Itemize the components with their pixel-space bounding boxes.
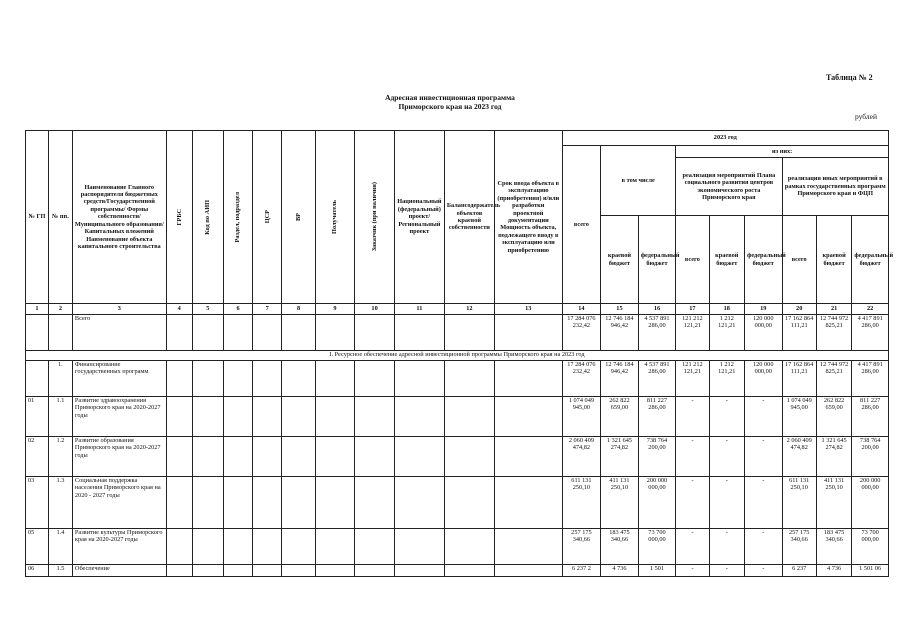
col-number: 12 xyxy=(444,304,494,315)
col-poluchatel xyxy=(315,131,355,304)
cell-v16: 200 000 000,00 xyxy=(638,477,676,529)
col-number: 4 xyxy=(166,304,192,315)
cell-empty xyxy=(224,437,253,477)
cell-empty xyxy=(253,361,282,397)
cell-v18: - xyxy=(709,477,744,529)
cell-pp-no: 1.5 xyxy=(48,565,72,577)
col-number: 18 xyxy=(709,304,744,315)
cell-empty xyxy=(315,361,355,397)
cell-v18: - xyxy=(709,529,744,565)
cell-empty xyxy=(394,565,444,577)
cell-v16: 4 537 891 286,00 xyxy=(638,361,676,397)
cell-empty xyxy=(253,315,282,351)
cell-v17: - xyxy=(676,437,709,477)
cell-empty xyxy=(494,315,562,351)
cell-v20: 611 131 250,10 xyxy=(782,477,816,529)
cell-empty xyxy=(394,529,444,565)
cell-empty xyxy=(282,477,315,529)
cell-v14: 17 284 076 232,42 xyxy=(562,361,601,397)
col-zakazchik xyxy=(355,131,395,304)
cell-empty xyxy=(444,529,494,565)
cell-empty xyxy=(315,529,355,565)
col-16-federalny: федеральный бюджет xyxy=(638,216,676,304)
cell-empty xyxy=(444,565,494,577)
cell-v16: 73 700 000,00 xyxy=(638,529,676,565)
table-row xyxy=(26,361,889,397)
table-row xyxy=(26,529,889,565)
col-number: 2 xyxy=(48,304,72,315)
cell-v19: 120 000 000,00 xyxy=(744,315,782,351)
cell-v21: 4 736 xyxy=(816,565,851,577)
cell-empty xyxy=(224,565,253,577)
cell-v20: 6 237 xyxy=(782,565,816,577)
cell-v15: 1 321 645 274,82 xyxy=(601,437,639,477)
cell-name: Социальная поддержка населения Приморского края на 2020 - 2027 годы xyxy=(72,477,166,529)
cell-empty xyxy=(444,437,494,477)
cell-empty xyxy=(166,315,192,351)
cell-empty xyxy=(315,437,355,477)
col-19-federalny: федеральный бюджет xyxy=(744,216,782,304)
column-number-row xyxy=(26,304,889,315)
col-number: 15 xyxy=(601,304,639,315)
cell-empty xyxy=(494,361,562,397)
col-srok: Срок ввода объекта в эксплуатацию (приобретения) и/или разработки проектной документации Мощность объекта, подлежащего вводу в эксплуатацию или приобретению xyxy=(494,131,562,304)
cell-v19: - xyxy=(744,397,782,437)
cell-empty xyxy=(224,361,253,397)
col-number: 21 xyxy=(816,304,851,315)
cell-empty xyxy=(224,529,253,565)
cell-empty xyxy=(253,477,282,529)
cell-v17: - xyxy=(676,565,709,577)
col-number: 19 xyxy=(744,304,782,315)
cell-pp-no xyxy=(48,315,72,351)
col-vr xyxy=(282,131,315,304)
table-row xyxy=(26,477,889,529)
cell-empty xyxy=(444,397,494,437)
table-row xyxy=(26,315,889,351)
currency-unit: рублей xyxy=(855,112,878,121)
col-vr-label: ВР xyxy=(294,212,302,222)
col-number: 3 xyxy=(72,304,166,315)
cell-v20: 17 162 864 111,21 xyxy=(782,361,816,397)
cell-v18: - xyxy=(709,437,744,477)
cell-empty xyxy=(444,315,494,351)
cell-pp-no: 1.1 xyxy=(48,397,72,437)
cell-empty xyxy=(315,397,355,437)
col-natsproekt: Национальный (федеральный) проект/ Региональный проект xyxy=(394,131,444,304)
col-number: 10 xyxy=(355,304,395,315)
cell-v22: 1 501 06 xyxy=(852,565,889,577)
cell-empty xyxy=(394,397,444,437)
cell-v18: - xyxy=(709,397,744,437)
cell-v14: 611 131 250,10 xyxy=(562,477,601,529)
document-title xyxy=(300,93,600,111)
cell-v21: 262 822 659,00 xyxy=(816,397,851,437)
col-number: 6 xyxy=(224,304,253,315)
cell-v21: 411 131 250,10 xyxy=(816,477,851,529)
col-vsego: всего xyxy=(562,146,601,304)
cell-empty xyxy=(394,315,444,351)
cell-empty xyxy=(494,397,562,437)
cell-empty xyxy=(166,361,192,397)
col-plan: реализация мероприятий Плана социального развития центров экономического роста Приморского края xyxy=(676,158,782,216)
cell-empty xyxy=(166,397,192,437)
cell-v22: 811 227 286,00 xyxy=(852,397,889,437)
table-row xyxy=(26,397,889,437)
investment-table xyxy=(25,130,894,577)
cell-v14: 6 237 2 xyxy=(562,565,601,577)
cell-empty xyxy=(282,529,315,565)
cell-empty xyxy=(444,477,494,529)
cell-pp-no: 1. xyxy=(48,361,72,397)
table-row xyxy=(26,437,889,477)
cell-empty xyxy=(192,565,223,577)
cell-empty xyxy=(253,397,282,437)
cell-empty xyxy=(166,529,192,565)
cell-v21: 183 475 340,66 xyxy=(816,529,851,565)
cell-pp-no: 1.3 xyxy=(48,477,72,529)
col-gp-no: № ГП xyxy=(26,131,49,304)
cell-empty xyxy=(315,315,355,351)
cell-name: Всего xyxy=(72,315,166,351)
cell-v20: 2 060 409 474,82 xyxy=(782,437,816,477)
col-15-kraevoy: краевой бюджет xyxy=(601,216,639,304)
cell-empty xyxy=(355,315,395,351)
col-18-kraevoy: краевой бюджет xyxy=(709,216,744,304)
cell-name: Развитие образования Приморского края на 2020-2027 годы xyxy=(72,437,166,477)
cell-v14: 257 175 340,66 xyxy=(562,529,601,565)
cell-v16: 1 501 xyxy=(638,565,676,577)
cell-empty xyxy=(253,529,282,565)
cell-v19: - xyxy=(744,565,782,577)
col-number: 16 xyxy=(638,304,676,315)
cell-gp-no: 02 xyxy=(26,437,49,477)
cell-v15: 12 746 184 946,42 xyxy=(601,361,639,397)
cell-empty xyxy=(315,565,355,577)
cell-v18: - xyxy=(709,565,744,577)
cell-v16: 4 537 891 286,00 xyxy=(638,315,676,351)
table-body xyxy=(26,304,889,577)
cell-v18: 1 212 121,21 xyxy=(709,315,744,351)
cell-empty xyxy=(282,361,315,397)
table-number: Таблица № 2 xyxy=(826,73,873,82)
col-number: 13 xyxy=(494,304,562,315)
cell-empty xyxy=(355,477,395,529)
section-title: I. Ресурсное обеспечение адресной инвестиционной программы Приморского края на 2023 год xyxy=(26,351,889,361)
cell-name: Развитие здравоохранения Приморского края на 2020-2027 годы xyxy=(72,397,166,437)
col-inye: реализация иных мероприятий в рамках государственных программ Приморского края и ФЦП xyxy=(782,158,889,216)
cell-empty xyxy=(192,529,223,565)
cell-empty xyxy=(253,437,282,477)
title-line-1: Адресная инвестиционная программа xyxy=(385,93,515,102)
col-grbs-label: ГРБС xyxy=(175,208,183,226)
col-number: 11 xyxy=(394,304,444,315)
cell-v16: 811 227 286,00 xyxy=(638,397,676,437)
col-number: 5 xyxy=(192,304,223,315)
cell-v19: - xyxy=(744,437,782,477)
cell-v22: 738 764 200,00 xyxy=(852,437,889,477)
col-balansoderzhatel: Балансодержатель объектов краевой собственности xyxy=(444,131,494,304)
col-v-tom-chisle: в том числе xyxy=(601,146,676,216)
cell-empty xyxy=(355,529,395,565)
cell-name: Развитие культуры Приморского края на 2020-2027 годы xyxy=(72,529,166,565)
cell-empty xyxy=(192,361,223,397)
cell-name: Обеспечение xyxy=(72,565,166,577)
cell-v15: 183 475 340,66 xyxy=(601,529,639,565)
cell-gp-no: 06 xyxy=(26,565,49,577)
cell-empty xyxy=(355,397,395,437)
cell-empty xyxy=(355,361,395,397)
cell-empty xyxy=(494,529,562,565)
cell-v14: 2 060 409 474,82 xyxy=(562,437,601,477)
cell-v20: 17 162 864 111,21 xyxy=(782,315,816,351)
cell-empty xyxy=(224,397,253,437)
cell-empty xyxy=(224,315,253,351)
cell-v19: - xyxy=(744,529,782,565)
cell-v15: 4 736 xyxy=(601,565,639,577)
cell-gp-no xyxy=(26,361,49,397)
cell-v18: 1 212 121,21 xyxy=(709,361,744,397)
col-17-vsego: всего xyxy=(676,216,709,304)
col-number: 14 xyxy=(562,304,601,315)
cell-v17: - xyxy=(676,529,709,565)
col-number: 9 xyxy=(315,304,355,315)
col-razdel-label: Раздел, подраздел xyxy=(234,191,242,243)
col-name: Наименование Главного распорядителя бюджетных средств/Государственной программы/ Формы собственности/Муниципального образования/Капитальных вложений Наименование объекта капитального строительства xyxy=(72,131,166,304)
cell-pp-no: 1.4 xyxy=(48,529,72,565)
cell-v15: 262 822 659,00 xyxy=(601,397,639,437)
cell-v22: 73 700 000,00 xyxy=(852,529,889,565)
cell-empty xyxy=(444,361,494,397)
col-iz-nih: из них: xyxy=(676,146,889,158)
cell-empty xyxy=(192,315,223,351)
cell-gp-no xyxy=(26,315,49,351)
col-razdel xyxy=(224,131,253,304)
cell-v22: 4 417 891 286,00 xyxy=(852,361,889,397)
cell-empty xyxy=(282,315,315,351)
col-kod-aip-label: Код по АИП xyxy=(204,199,212,235)
cell-v15: 12 746 184 946,42 xyxy=(601,315,639,351)
cell-v22: 200 000 000,00 xyxy=(852,477,889,529)
cell-empty xyxy=(494,477,562,529)
cell-empty xyxy=(192,477,223,529)
cell-empty xyxy=(166,477,192,529)
col-22-federalny: федеральный бюджет xyxy=(852,216,889,304)
cell-empty xyxy=(355,437,395,477)
cell-v17: 121 212 121,21 xyxy=(676,315,709,351)
cell-v21: 12 744 972 825,21 xyxy=(816,315,851,351)
cell-v14: 17 284 076 232,42 xyxy=(562,315,601,351)
cell-v21: 12 744 972 825,21 xyxy=(816,361,851,397)
col-kod-aip xyxy=(192,131,223,304)
cell-empty xyxy=(394,361,444,397)
cell-empty xyxy=(394,477,444,529)
cell-empty xyxy=(166,565,192,577)
cell-empty xyxy=(494,437,562,477)
cell-empty xyxy=(355,565,395,577)
cell-v20: 1 074 049 945,00 xyxy=(782,397,816,437)
cell-empty xyxy=(494,565,562,577)
cell-v16: 738 764 200,00 xyxy=(638,437,676,477)
col-grbs xyxy=(166,131,192,304)
cell-name: Финансирование государственных программ xyxy=(72,361,166,397)
cell-gp-no: 03 xyxy=(26,477,49,529)
title-line-2: Приморского края на 2023 год xyxy=(398,102,502,111)
col-number: 8 xyxy=(282,304,315,315)
col-number: 22 xyxy=(852,304,889,315)
col-csr xyxy=(253,131,282,304)
cell-v19: - xyxy=(744,477,782,529)
cell-v19: 120 000 000,00 xyxy=(744,361,782,397)
cell-v15: 411 131 250,10 xyxy=(601,477,639,529)
cell-empty xyxy=(192,397,223,437)
col-number: 17 xyxy=(676,304,709,315)
col-20-vsego: всего xyxy=(782,216,816,304)
section-row xyxy=(26,351,889,361)
col-csr-label: ЦСР xyxy=(263,210,271,224)
cell-v22: 4 417 891 286,00 xyxy=(852,315,889,351)
col-poluchatel-label: Получатель xyxy=(331,200,339,234)
cell-empty xyxy=(282,565,315,577)
col-pp-no: № пп. xyxy=(48,131,72,304)
col-number: 20 xyxy=(782,304,816,315)
cell-v17: - xyxy=(676,397,709,437)
cell-empty xyxy=(282,397,315,437)
col-number: 7 xyxy=(253,304,282,315)
cell-v17: - xyxy=(676,477,709,529)
table-row xyxy=(26,565,889,577)
cell-gp-no: 01 xyxy=(26,397,49,437)
cell-v20: 257 175 340,66 xyxy=(782,529,816,565)
col-21-kraevoy: краевой бюджет xyxy=(816,216,851,304)
col-year-2023: 2023 год xyxy=(562,131,888,146)
cell-v14: 1 074 049 945,00 xyxy=(562,397,601,437)
col-number: 1 xyxy=(26,304,49,315)
cell-empty xyxy=(166,437,192,477)
cell-empty xyxy=(394,437,444,477)
cell-gp-no: 05 xyxy=(26,529,49,565)
cell-empty xyxy=(192,437,223,477)
col-zakazchik-label: Заказчик (при наличии) xyxy=(370,182,378,252)
cell-empty xyxy=(253,565,282,577)
cell-empty xyxy=(224,477,253,529)
cell-pp-no: 1.2 xyxy=(48,437,72,477)
cell-empty xyxy=(282,437,315,477)
cell-empty xyxy=(315,477,355,529)
cell-v17: 121 212 121,21 xyxy=(676,361,709,397)
cell-v21: 1 321 645 274,82 xyxy=(816,437,851,477)
